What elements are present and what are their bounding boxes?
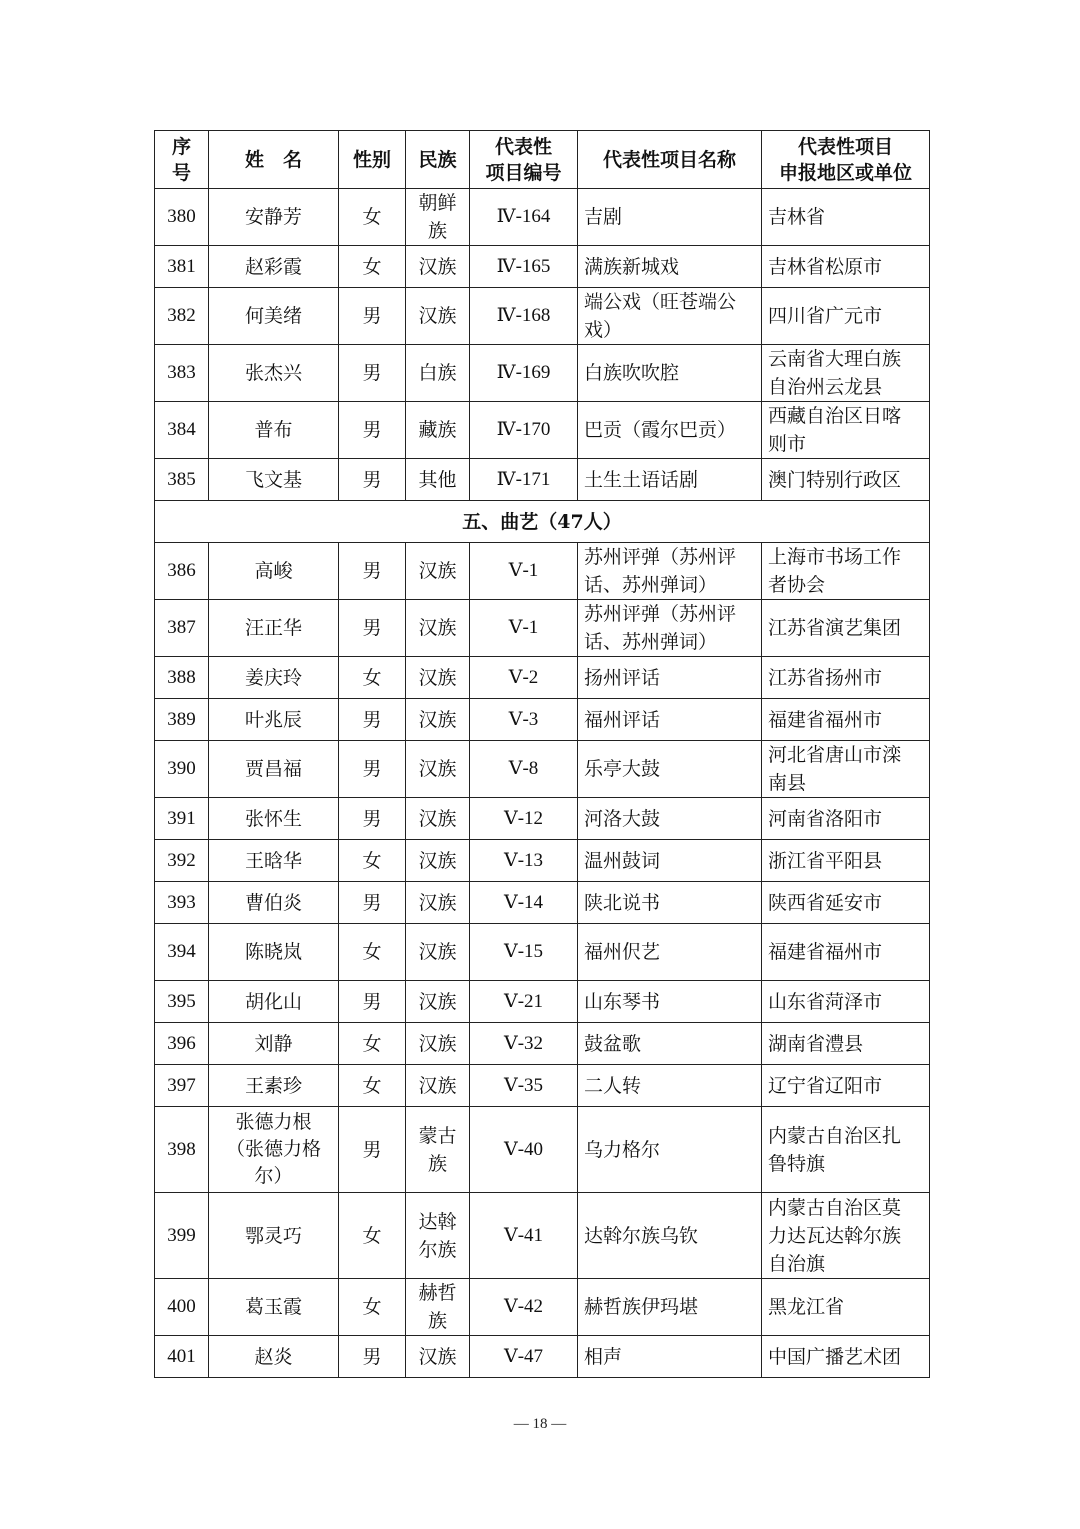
cell-ethnicity: 汉族 — [406, 543, 470, 600]
table-row — [155, 600, 930, 657]
cell-seq: 384 — [155, 402, 209, 459]
cell-gender: 男 — [339, 543, 406, 600]
table-row — [155, 189, 930, 246]
cell-region: 山东省菏泽市 — [762, 981, 930, 1023]
page-number: — 18 — — [513, 1416, 567, 1432]
table-row — [155, 1107, 930, 1193]
cell-gender: 男 — [339, 1336, 406, 1378]
cell-code: Ⅳ-168 — [470, 288, 578, 345]
cell-region: 江苏省演艺集团 — [762, 600, 930, 657]
cell-code: Ⅴ-40 — [470, 1107, 578, 1193]
table-row — [155, 882, 930, 924]
cell-name: 高峻 — [209, 543, 339, 600]
cell-project: 苏州评弹（苏州评 话、苏州弹词） — [578, 600, 762, 657]
cell-region: 湖南省澧县 — [762, 1023, 930, 1065]
cell-code: Ⅴ-3 — [470, 699, 578, 741]
cell-gender: 女 — [339, 657, 406, 699]
cell-region: 内蒙古自治区莫 力达瓦达斡尔族 自治旗 — [762, 1193, 930, 1279]
cell-ethnicity: 朝鲜 族 — [406, 189, 470, 246]
table-row — [155, 1336, 930, 1378]
cell-code: Ⅳ-164 — [470, 189, 578, 246]
cell-ethnicity: 汉族 — [406, 699, 470, 741]
cell-name: 赵炎 — [209, 1336, 339, 1378]
cell-region: 陕西省延安市 — [762, 882, 930, 924]
table-header-row — [155, 131, 930, 189]
cell-region: 澳门特别行政区 — [762, 459, 930, 501]
cell-name: 张德力根 （张德力格 尔） — [209, 1107, 339, 1193]
cell-gender: 女 — [339, 1193, 406, 1279]
cell-gender: 男 — [339, 288, 406, 345]
cell-name: 刘静 — [209, 1023, 339, 1065]
cell-name: 普布 — [209, 402, 339, 459]
table-row — [155, 1193, 930, 1279]
cell-code: Ⅴ-8 — [470, 741, 578, 798]
cell-seq: 387 — [155, 600, 209, 657]
table-row — [155, 798, 930, 840]
section-row-group — [155, 501, 930, 543]
cell-gender: 女 — [339, 246, 406, 288]
header-gender: 性别 — [339, 131, 406, 189]
cell-name: 张怀生 — [209, 798, 339, 840]
cell-name: 张杰兴 — [209, 345, 339, 402]
cell-gender: 男 — [339, 798, 406, 840]
cell-gender: 女 — [339, 1279, 406, 1336]
header-ethnicity: 民族 — [406, 131, 470, 189]
table-row — [155, 699, 930, 741]
cell-name: 陈晓岚 — [209, 924, 339, 981]
table-row — [155, 459, 930, 501]
cell-ethnicity: 汉族 — [406, 981, 470, 1023]
cell-project: 福州伬艺 — [578, 924, 762, 981]
cell-gender: 男 — [339, 1107, 406, 1193]
cell-name: 王晗华 — [209, 840, 339, 882]
cell-ethnicity: 汉族 — [406, 657, 470, 699]
table-body-after — [155, 543, 930, 1378]
cell-ethnicity: 白族 — [406, 345, 470, 402]
table-row — [155, 288, 930, 345]
cell-seq: 401 — [155, 1336, 209, 1378]
cell-seq: 397 — [155, 1065, 209, 1107]
cell-name: 胡化山 — [209, 981, 339, 1023]
cell-code: Ⅴ-1 — [470, 600, 578, 657]
cell-project: 山东琴书 — [578, 981, 762, 1023]
cell-name: 贾昌福 — [209, 741, 339, 798]
cell-name: 飞文基 — [209, 459, 339, 501]
cell-project: 陕北说书 — [578, 882, 762, 924]
cell-project: 苏州评弹（苏州评 话、苏州弹词） — [578, 543, 762, 600]
cell-seq: 393 — [155, 882, 209, 924]
cell-code: Ⅴ-12 — [470, 798, 578, 840]
cell-region: 辽宁省辽阳市 — [762, 1065, 930, 1107]
cell-gender: 女 — [339, 840, 406, 882]
cell-region: 四川省广元市 — [762, 288, 930, 345]
table-row — [155, 840, 930, 882]
cell-project: 温州鼓词 — [578, 840, 762, 882]
cell-code: Ⅴ-42 — [470, 1279, 578, 1336]
cell-project: 乐亭大鼓 — [578, 741, 762, 798]
cell-code: Ⅴ-2 — [470, 657, 578, 699]
cell-gender: 男 — [339, 459, 406, 501]
cell-seq: 398 — [155, 1107, 209, 1193]
cell-gender: 男 — [339, 600, 406, 657]
cell-name: 何美绪 — [209, 288, 339, 345]
cell-seq: 391 — [155, 798, 209, 840]
cell-project: 福州评话 — [578, 699, 762, 741]
cell-gender: 女 — [339, 1023, 406, 1065]
cell-ethnicity: 汉族 — [406, 288, 470, 345]
heritage-inheritors-table — [154, 130, 930, 1378]
cell-region: 河北省唐山市滦 南县 — [762, 741, 930, 798]
cell-gender: 男 — [339, 699, 406, 741]
header-name: 姓 名 — [209, 131, 339, 189]
cell-region: 西藏自治区日喀 则市 — [762, 402, 930, 459]
header-project: 代表性项目名称 — [578, 131, 762, 189]
cell-gender: 男 — [339, 981, 406, 1023]
cell-name: 姜庆玲 — [209, 657, 339, 699]
cell-project: 赫哲族伊玛堪 — [578, 1279, 762, 1336]
cell-name: 王素珍 — [209, 1065, 339, 1107]
cell-region: 福建省福州市 — [762, 699, 930, 741]
cell-name: 曹伯炎 — [209, 882, 339, 924]
cell-region: 内蒙古自治区扎 鲁特旗 — [762, 1107, 930, 1193]
cell-seq: 399 — [155, 1193, 209, 1279]
cell-seq: 381 — [155, 246, 209, 288]
cell-ethnicity: 汉族 — [406, 1065, 470, 1107]
header-seq: 序 号 — [155, 131, 209, 189]
cell-code: Ⅳ-169 — [470, 345, 578, 402]
cell-seq: 383 — [155, 345, 209, 402]
cell-seq: 394 — [155, 924, 209, 981]
cell-project: 河洛大鼓 — [578, 798, 762, 840]
cell-seq: 380 — [155, 189, 209, 246]
cell-code: Ⅳ-165 — [470, 246, 578, 288]
cell-seq: 395 — [155, 981, 209, 1023]
cell-ethnicity: 蒙古 族 — [406, 1107, 470, 1193]
cell-region: 上海市书场工作 者协会 — [762, 543, 930, 600]
cell-seq: 396 — [155, 1023, 209, 1065]
cell-code: Ⅴ-1 — [470, 543, 578, 600]
cell-project: 达斡尔族乌钦 — [578, 1193, 762, 1279]
section-title: 五、曲艺（47人） — [155, 501, 930, 543]
cell-project: 扬州评话 — [578, 657, 762, 699]
cell-ethnicity: 达斡 尔族 — [406, 1193, 470, 1279]
cell-ethnicity: 汉族 — [406, 1336, 470, 1378]
table-row — [155, 981, 930, 1023]
cell-gender: 男 — [339, 882, 406, 924]
cell-seq: 389 — [155, 699, 209, 741]
cell-seq: 390 — [155, 741, 209, 798]
cell-region: 江苏省扬州市 — [762, 657, 930, 699]
table-row — [155, 1065, 930, 1107]
cell-name: 葛玉霞 — [209, 1279, 339, 1336]
cell-code: Ⅴ-47 — [470, 1336, 578, 1378]
section-row — [155, 501, 930, 543]
cell-region: 福建省福州市 — [762, 924, 930, 981]
cell-project: 白族吹吹腔 — [578, 345, 762, 402]
cell-seq: 385 — [155, 459, 209, 501]
cell-seq: 392 — [155, 840, 209, 882]
cell-name: 叶兆辰 — [209, 699, 339, 741]
table-row — [155, 345, 930, 402]
cell-ethnicity: 其他 — [406, 459, 470, 501]
cell-region: 云南省大理白族 自治州云龙县 — [762, 345, 930, 402]
cell-code: Ⅴ-14 — [470, 882, 578, 924]
cell-ethnicity: 汉族 — [406, 798, 470, 840]
cell-seq: 386 — [155, 543, 209, 600]
cell-project: 乌力格尔 — [578, 1107, 762, 1193]
cell-code: Ⅴ-35 — [470, 1065, 578, 1107]
table-row — [155, 543, 930, 600]
cell-project: 满族新城戏 — [578, 246, 762, 288]
header-region: 代表性项目 申报地区或单位 — [762, 131, 930, 189]
cell-project: 相声 — [578, 1336, 762, 1378]
cell-name: 鄂灵巧 — [209, 1193, 339, 1279]
cell-gender: 男 — [339, 402, 406, 459]
cell-name: 赵彩霞 — [209, 246, 339, 288]
cell-gender: 男 — [339, 741, 406, 798]
table-row — [155, 1279, 930, 1336]
cell-project: 二人转 — [578, 1065, 762, 1107]
cell-gender: 男 — [339, 345, 406, 402]
cell-code: Ⅴ-41 — [470, 1193, 578, 1279]
table-row — [155, 741, 930, 798]
cell-ethnicity: 汉族 — [406, 246, 470, 288]
cell-code: Ⅴ-21 — [470, 981, 578, 1023]
table-row — [155, 924, 930, 981]
cell-ethnicity: 汉族 — [406, 840, 470, 882]
cell-gender: 女 — [339, 189, 406, 246]
cell-code: Ⅳ-171 — [470, 459, 578, 501]
cell-code: Ⅴ-32 — [470, 1023, 578, 1065]
cell-name: 汪正华 — [209, 600, 339, 657]
table-row — [155, 246, 930, 288]
cell-name: 安静芳 — [209, 189, 339, 246]
cell-ethnicity: 汉族 — [406, 924, 470, 981]
cell-seq: 388 — [155, 657, 209, 699]
table-row — [155, 402, 930, 459]
cell-region: 黑龙江省 — [762, 1279, 930, 1336]
cell-ethnicity: 汉族 — [406, 1023, 470, 1065]
cell-project: 端公戏（旺苍端公 戏） — [578, 288, 762, 345]
cell-gender: 女 — [339, 1065, 406, 1107]
cell-code: Ⅳ-170 — [470, 402, 578, 459]
cell-region: 中国广播艺术团 — [762, 1336, 930, 1378]
table-row — [155, 1023, 930, 1065]
cell-seq: 382 — [155, 288, 209, 345]
cell-region: 吉林省松原市 — [762, 246, 930, 288]
cell-code: Ⅴ-13 — [470, 840, 578, 882]
cell-code: Ⅴ-15 — [470, 924, 578, 981]
cell-ethnicity: 藏族 — [406, 402, 470, 459]
cell-region: 吉林省 — [762, 189, 930, 246]
cell-ethnicity: 赫哲 族 — [406, 1279, 470, 1336]
cell-project: 鼓盆歌 — [578, 1023, 762, 1065]
table-row — [155, 657, 930, 699]
cell-project: 吉剧 — [578, 189, 762, 246]
cell-region: 浙江省平阳县 — [762, 840, 930, 882]
cell-seq: 400 — [155, 1279, 209, 1336]
cell-project: 土生土语话剧 — [578, 459, 762, 501]
table-body-before — [155, 189, 930, 501]
header-code: 代表性 项目编号 — [470, 131, 578, 189]
cell-project: 巴贡（霞尔巴贡） — [578, 402, 762, 459]
cell-ethnicity: 汉族 — [406, 741, 470, 798]
cell-ethnicity: 汉族 — [406, 882, 470, 924]
cell-ethnicity: 汉族 — [406, 600, 470, 657]
cell-gender: 女 — [339, 924, 406, 981]
cell-region: 河南省洛阳市 — [762, 798, 930, 840]
